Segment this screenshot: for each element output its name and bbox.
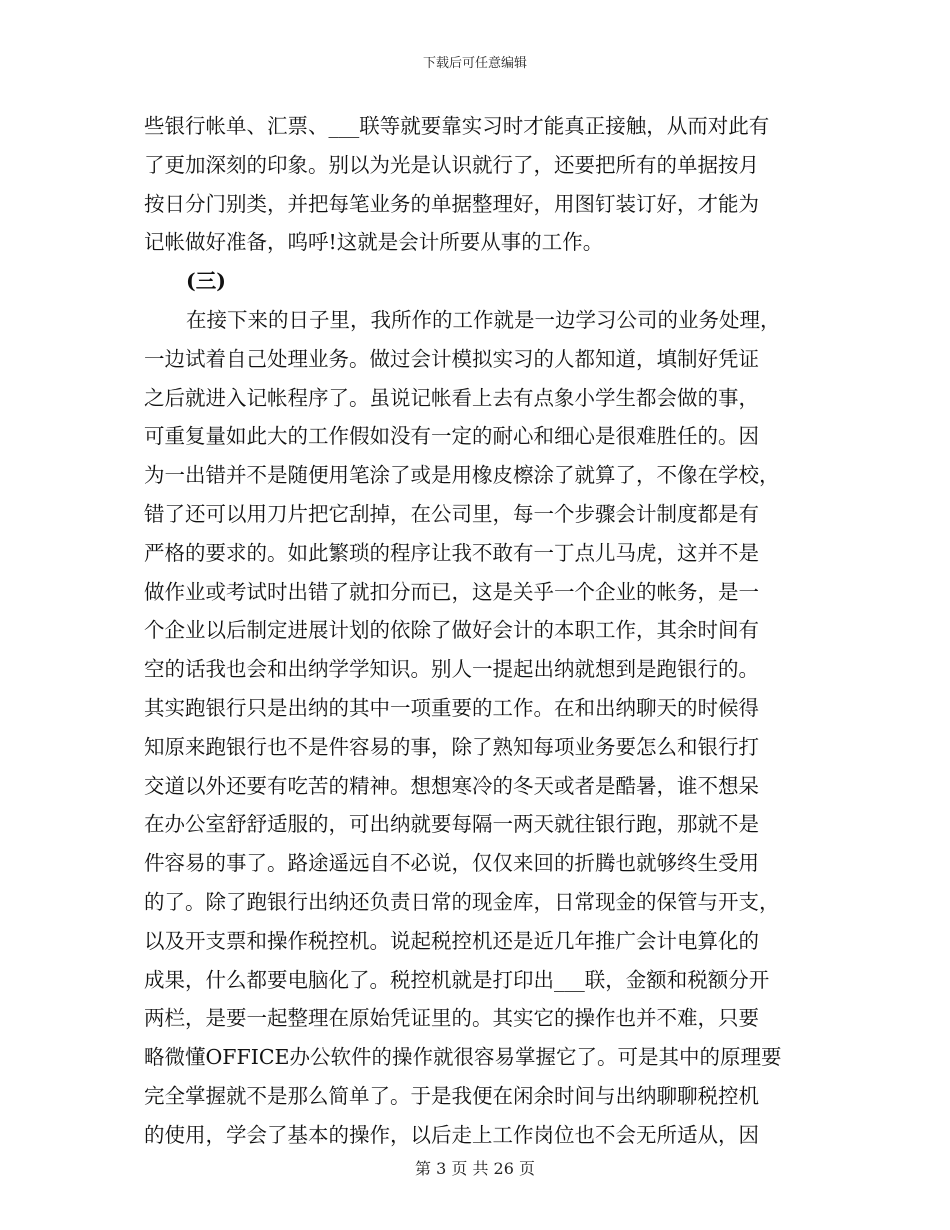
body-text-line: 记帐做好准备，呜呼!这就是会计所要从事的工作。 — [144, 230, 604, 255]
body-text-line: 完全掌握就不是那么简单了。于是我便在闲余时间与出纳聊聊税控机 — [144, 1083, 759, 1108]
body-text-line: 按日分门别类，并把每笔业务的单据整理好，用图钉装订好，才能为 — [144, 191, 759, 216]
body-text-line: 可重复量如此大的工作假如没有一定的耐心和细心是很难胜任的。因 — [144, 424, 759, 449]
body-text-line: 做作业或考试时出错了就扣分而已，这是关乎一个企业的帐务，是一 — [144, 579, 759, 604]
body-text-line: 的使用，学会了基本的操作，以后走上工作岗位也不会无所适从，因 — [144, 1122, 759, 1147]
body-text-line: 其实跑银行只是出纳的其中一项重要的工作。在和出纳聊天的时候得 — [144, 695, 759, 720]
section-heading: (三) — [186, 269, 226, 294]
body-text-line: 交道以外还要有吃苦的精神。想想寒冷的冬天或者是酷暑，谁不想呆 — [144, 773, 759, 798]
body-text-line: 的了。除了跑银行出纳还负责日常的现金库，日常现金的保管与开支， — [144, 889, 780, 914]
body-text-line: 一边试着自己处理业务。做过会计模拟实习的人都知道，填制好凭证 — [144, 346, 759, 371]
body-text-line: 些银行帐单、汇票、___联等就要靠实习时才能真正接触，从而对此有 — [144, 114, 770, 138]
body-text-line: 以及开支票和操作税控机。说起税控机还是近几年推广会计电算化的 — [144, 928, 759, 953]
body-text-line: 在接下来的日子里，我所作的工作就是一边学习公司的业务处理， — [186, 307, 781, 332]
body-text-line: 为一出错并不是随便用笔涂了或是用橡皮檫涂了就算了，不像在学校， — [144, 463, 780, 488]
body-text-line: 错了还可以用刀片把它刮掉，在公司里，每一个步骤会计制度都是有 — [144, 501, 759, 526]
document-body — [144, 107, 809, 1155]
body-text-line: 知原来跑银行也不是件容易的事，除了熟知每项业务要怎么和银行打 — [144, 734, 759, 759]
body-text-line: 成果，什么都要电脑化了。税控机就是打印出___联，金额和税额分开 — [144, 967, 770, 992]
body-text-line: 件容易的事了。路途遥远自不必说，仅仅来回的折腾也就够终生受用 — [144, 851, 759, 876]
body-text-line: 两栏，是要一起整理在原始凭证里的。其实它的操作也并不难，只要 — [144, 1006, 759, 1031]
body-text-line: 之后就进入记帐程序了。虽说记帐看上去有点象小学生都会做的事， — [144, 385, 759, 410]
body-text-line: 在办公室舒舒适服的，可出纳就要每隔一两天就往银行跑，那就不是 — [144, 812, 759, 837]
page-header: 下载后可任意编辑 — [422, 56, 527, 71]
body-text-line: 略微懂OFFICE办公软件的操作就很容易掌握它了。可是其中的原理要 — [144, 1045, 782, 1070]
page-number: 第 3 页 共 26 页 — [415, 1159, 535, 1178]
body-text-line: 个企业以后制定进展计划的依除了做好会计的本职工作，其余时间有 — [144, 618, 759, 643]
body-text-line: 严格的要求的。如此繁琐的程序让我不敢有一丁点儿马虎，这并不是 — [144, 540, 759, 565]
body-text-line: 了更加深刻的印象。别以为光是认识就行了，还要把所有的单据按月 — [144, 152, 759, 177]
body-text-line: 空的话我也会和出纳学学知识。别人一提起出纳就想到是跑银行的。 — [144, 657, 759, 682]
